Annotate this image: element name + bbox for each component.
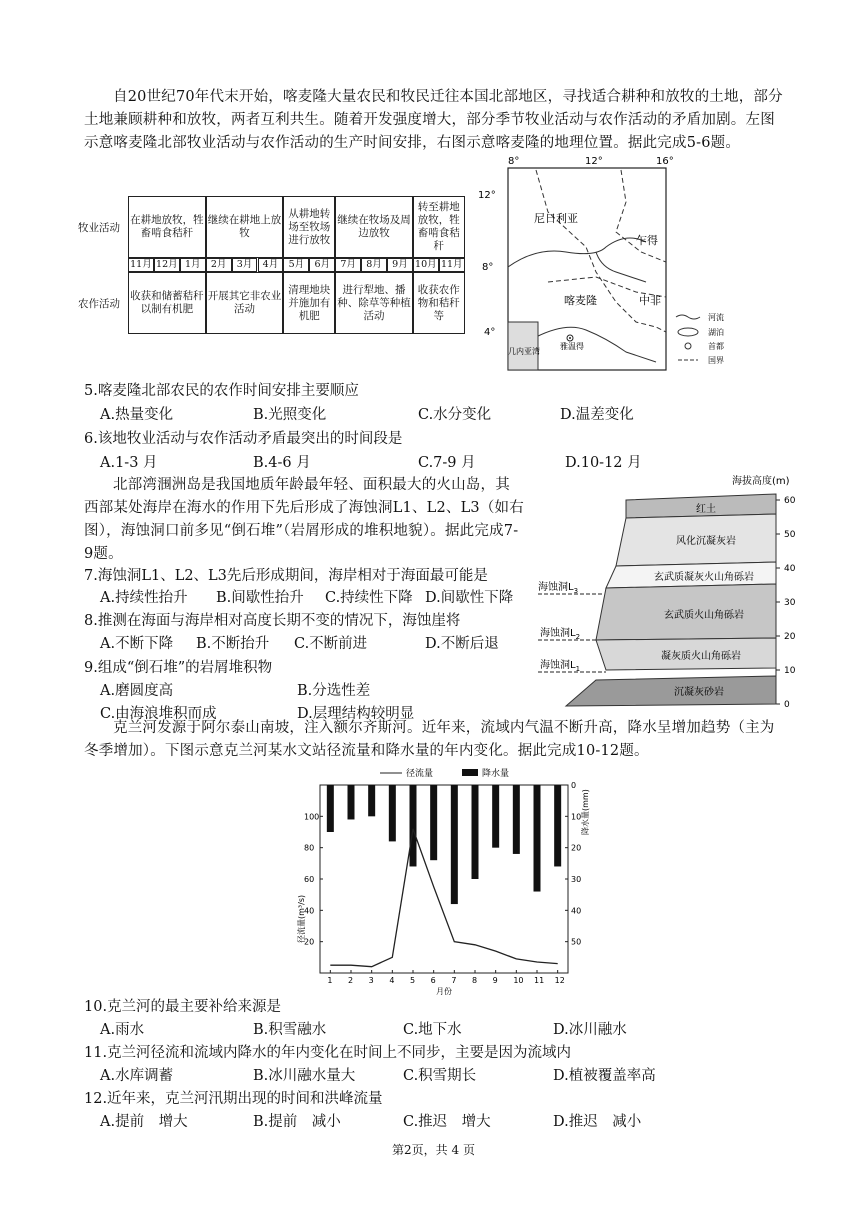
chart-frame	[320, 785, 568, 973]
x-tick-label: 2	[348, 976, 354, 985]
x-tick-label: 10	[513, 976, 524, 985]
legend-bar-icon	[462, 769, 478, 776]
q9-stem: 9.组成“倒石堆”的岩屑堆积物	[84, 660, 273, 676]
runoff-line	[330, 829, 557, 967]
precip-bar	[451, 785, 458, 904]
river-3	[596, 252, 646, 282]
q10-stem: 10.克兰河的最主要补给来源是	[84, 999, 282, 1015]
left-tick-label: 100	[304, 812, 320, 822]
farm-cell: 收获和储蓄秸秆以制有机肥	[128, 272, 206, 334]
precip-bar	[368, 785, 375, 816]
q7-option-a[interactable]: A.持续性抬升	[100, 590, 188, 606]
month-cell: 5月	[283, 258, 309, 272]
q10-option-b[interactable]: B.积雪融水	[253, 1022, 327, 1038]
farm-cell: 开展其它非农业活动	[206, 272, 284, 334]
layer-label-basalt-tuff: 玄武质凝灰火山角砾岩	[654, 572, 754, 583]
q8-option-c[interactable]: C.不断前进	[294, 636, 368, 652]
cliff-tick-label: 30	[784, 598, 796, 608]
herd-row-label: 牧业活动	[78, 222, 120, 234]
month-cell: 12月	[154, 258, 180, 272]
layer-label-tuff: 风化沉凝灰岩	[676, 536, 736, 547]
legend-capital: 首都	[708, 342, 724, 351]
q9-option-b[interactable]: B.分选性差	[297, 683, 371, 699]
country-chad: 乍得	[636, 234, 658, 247]
lat-label-12: 12°	[478, 190, 496, 201]
precip-bar	[472, 785, 479, 879]
legend-border: 国界	[708, 356, 724, 365]
q6-option-c[interactable]: C.7-9 月	[418, 455, 476, 471]
q11-stem: 11.克兰河径流和流域内降水的年内变化在时间上不同步，主要是因为流域内	[84, 1045, 572, 1061]
gulf-area	[508, 322, 538, 370]
intro-7-9: 北部湾涠洲岛是我国地质年龄最年轻、面积最大的火山岛，其西部某处海岸在海水的作用下先后形成了海蚀洞L1、L2、L3（如右图），海蚀洞口前多见“倒石堆”（岩屑形成的堆积地貌）。据此完成7-9题。	[84, 477, 524, 562]
q7-option-b[interactable]: B.间歇性抬升	[216, 590, 304, 606]
herd-cell: 继续在耕地上放牧	[206, 196, 284, 258]
x-tick-label: 12	[554, 976, 565, 985]
cliff-tick-label: 40	[784, 564, 796, 574]
q5-option-a[interactable]: A.热量变化	[100, 407, 174, 423]
q6-stem: 6.该地牧业活动与农作活动矛盾最突出的时间段是	[84, 431, 403, 447]
precip-bar	[513, 785, 520, 854]
q6-option-b[interactable]: B.4-6 月	[253, 455, 311, 471]
border-line-2	[616, 170, 666, 262]
page-footer: 第2页，共 4 页	[392, 1143, 475, 1157]
legend-runoff: 径流量	[406, 769, 434, 779]
herd-cell: 转至耕地放牧，牲畜啃食秸秆	[413, 196, 465, 258]
cliff-tick-label: 50	[784, 530, 796, 540]
herd-cell: 从耕地转场至牧场进行放牧	[283, 196, 335, 258]
month-cell: 8月	[361, 258, 387, 272]
q12-option-a[interactable]: A.提前 增大	[100, 1114, 188, 1130]
q5-option-c[interactable]: C.水分变化	[418, 407, 492, 423]
month-cell: 1月	[180, 258, 206, 272]
capital-legend-icon	[685, 343, 691, 349]
country-nigeria: 尼日利亚	[534, 212, 578, 225]
gulf-label: 几内亚湾	[508, 347, 540, 356]
farm-cell: 清理地块并施加有机肥	[283, 272, 335, 334]
right-tick-label: 0	[571, 781, 577, 790]
q6-option-a[interactable]: A.1-3 月	[100, 455, 158, 471]
q12-option-b[interactable]: B.提前 减小	[253, 1114, 341, 1130]
month-cell: 3月	[232, 258, 258, 272]
cave-l1: 海蚀洞$L_1$	[540, 660, 581, 673]
month-cell: 10月	[413, 258, 439, 272]
left-tick-label: 60	[304, 875, 315, 884]
q9-option-c[interactable]: C.由海浪堆积而成	[100, 706, 217, 722]
precip-bar	[410, 785, 417, 866]
layer-label-red-soil: 红土	[696, 504, 716, 515]
x-tick-label: 1	[327, 976, 333, 985]
q5-stem: 5.喀麦隆北部农民的农作时间安排主要顺应	[84, 383, 359, 399]
lat-label-4: 4°	[484, 327, 496, 338]
q10-option-c[interactable]: C.地下水	[403, 1022, 462, 1038]
left-tick-label: 20	[304, 937, 315, 947]
q7-option-c[interactable]: C.持续性下降	[325, 590, 413, 606]
q9-option-d[interactable]: D.层理结构较明显	[297, 706, 415, 722]
q11-option-b[interactable]: B.冰川融水量大	[253, 1068, 356, 1084]
q11-option-a[interactable]: A.水库调蓄	[100, 1068, 174, 1084]
q5-option-d[interactable]: D.温差变化	[560, 407, 634, 423]
herd-cell: 继续在牧场及周边放牧	[335, 196, 413, 258]
river-2	[536, 327, 656, 362]
cliff-tick-label: 60	[784, 496, 796, 506]
q9-option-a[interactable]: A.磨圆度高	[100, 683, 174, 699]
left-tick-label: 80	[304, 843, 315, 853]
cave-l3: 海蚀洞$L_3$	[538, 582, 579, 595]
q7-stem: 7.海蚀洞L1、L2、L3先后形成期间，海岸相对于海面最可能是	[84, 568, 488, 584]
lake-legend-icon	[678, 328, 698, 336]
layer-label-sandstone: 沉凝灰砂岩	[674, 687, 724, 698]
month-cell: 7月	[335, 258, 361, 272]
runoff-chart	[290, 763, 590, 995]
x-tick-label: 11	[534, 976, 545, 985]
q6-option-d[interactable]: D.10-12 月	[565, 455, 642, 471]
q8-option-d[interactable]: D.不断后退	[425, 636, 499, 652]
q10-option-a[interactable]: A.雨水	[100, 1022, 145, 1038]
left-tick-label: 40	[304, 906, 315, 916]
layer-sandstone	[566, 676, 776, 706]
q8-option-b[interactable]: B.不断抬升	[196, 636, 270, 652]
x-axis-label: 月份	[436, 987, 452, 995]
herd-cell: 在耕地放牧，牲畜啃食秸秆	[128, 196, 206, 258]
capital-label: 雅温得	[560, 342, 584, 351]
legend-lake: 湖泊	[708, 328, 724, 337]
q8-stem: 8.推测在海面与海岸相对高度长期不变的情况下，海蚀崖将	[84, 613, 461, 629]
intro-10-12: 克兰河发源于阿尔泰山南坡，注入额尔齐斯河。近年来，流域内气温不断升高，降水呈增加趋势（主为冬季增加）。下图示意克兰河某水文站径流量和降水量的年内变化。据此完成10-12题。	[84, 720, 775, 759]
month-cell: 6月	[309, 258, 335, 272]
lat-label-8: 8°	[482, 262, 494, 273]
river-legend-icon	[676, 315, 700, 319]
right-tick-label: 50	[571, 937, 582, 947]
left-axis-label: 径流量(m³/s)	[297, 894, 306, 943]
month-cell: 9月	[387, 258, 413, 272]
layer-label-basalt-breccia: 玄武质火山角砾岩	[664, 610, 744, 621]
cliff-tick-label: 0	[784, 700, 790, 710]
precip-bar	[389, 785, 396, 841]
x-tick-label: 3	[368, 976, 374, 985]
country-car: 中非	[639, 294, 661, 307]
legend-river: 河流	[708, 313, 724, 322]
q5-option-b[interactable]: B.光照变化	[253, 407, 327, 423]
farm-row-label: 农作活动	[78, 298, 120, 310]
right-axis-label: 降水量(mm)	[581, 789, 590, 835]
x-tick-label: 7	[451, 976, 457, 985]
x-tick-label: 9	[492, 976, 498, 985]
lon-label-8: 8°	[508, 156, 520, 167]
x-tick-label: 6	[430, 976, 436, 985]
right-tick-label: 30	[571, 875, 582, 884]
legend-precip: 降水量	[482, 769, 510, 779]
precip-bar	[554, 785, 561, 866]
right-tick-label: 20	[571, 843, 582, 853]
month-cell: 11月	[439, 258, 465, 272]
cameroon-map	[476, 152, 776, 377]
river	[508, 238, 646, 267]
q8-option-a[interactable]: A.不断下降	[100, 636, 174, 652]
country-cameroon: 喀麦隆	[564, 294, 597, 307]
precip-bar	[430, 785, 437, 860]
x-tick-label: 8	[472, 976, 478, 985]
q11-option-d[interactable]: D.植被覆盖率高	[553, 1068, 656, 1084]
q12-option-c[interactable]: C.推迟 增大	[403, 1114, 491, 1130]
layer-label-tuff-breccia: 凝灰质火山角砾岩	[661, 651, 741, 662]
x-tick-label: 4	[389, 976, 395, 985]
precip-bar	[492, 785, 499, 848]
month-cell: 4月	[258, 258, 284, 272]
q11-option-c[interactable]: C.积雪期长	[403, 1068, 477, 1084]
cliff-tick-label: 10	[784, 666, 796, 676]
month-cell: 2月	[206, 258, 232, 272]
lon-label-16: 16°	[656, 156, 674, 167]
precip-bar	[348, 785, 355, 819]
q12-stem: 12.近年来，克兰河汛期出现的时间和洪峰流量	[84, 1091, 383, 1107]
right-tick-label: 40	[571, 906, 582, 916]
q7-option-d[interactable]: D.间歇性下降	[425, 590, 514, 606]
precip-bar	[534, 785, 541, 892]
precip-bar	[327, 785, 334, 832]
right-tick-label: 10	[571, 812, 582, 822]
intro-5-6: 自20世纪70年代末开始，喀麦隆大量农民和牧民迁往本国北部地区，寻找适合耕种和放牧的土地，部分土地兼顾耕种和放牧，两者互利共生。随着开发强度增大，部分季节牧业活动与农作活动的矛盾加剧。左图示意喀麦隆北部牧业活动与农作活动的生产时间安排，右图示意喀麦隆的地理位置。据此完成5-6题。	[84, 89, 783, 151]
schedule-table	[78, 196, 465, 336]
cliff-tick-label: 20	[784, 632, 796, 642]
lon-label-12: 12°	[585, 156, 603, 167]
month-cell: 11月	[128, 258, 154, 272]
q12-option-d[interactable]: D.推迟 减小	[553, 1114, 642, 1130]
x-tick-label: 5	[410, 976, 416, 985]
sea-cave-diagram	[536, 470, 806, 710]
cliff-axis-title: 海拔高度(m)	[732, 476, 790, 487]
farm-cell: 进行犁地、播种、除草等种植活动	[335, 272, 413, 334]
farm-cell: 收获农作物和秸秆等	[413, 272, 465, 334]
q10-option-d[interactable]: D.冰川融水	[553, 1022, 627, 1038]
cave-l2: 海蚀洞$L_2$	[540, 628, 581, 641]
